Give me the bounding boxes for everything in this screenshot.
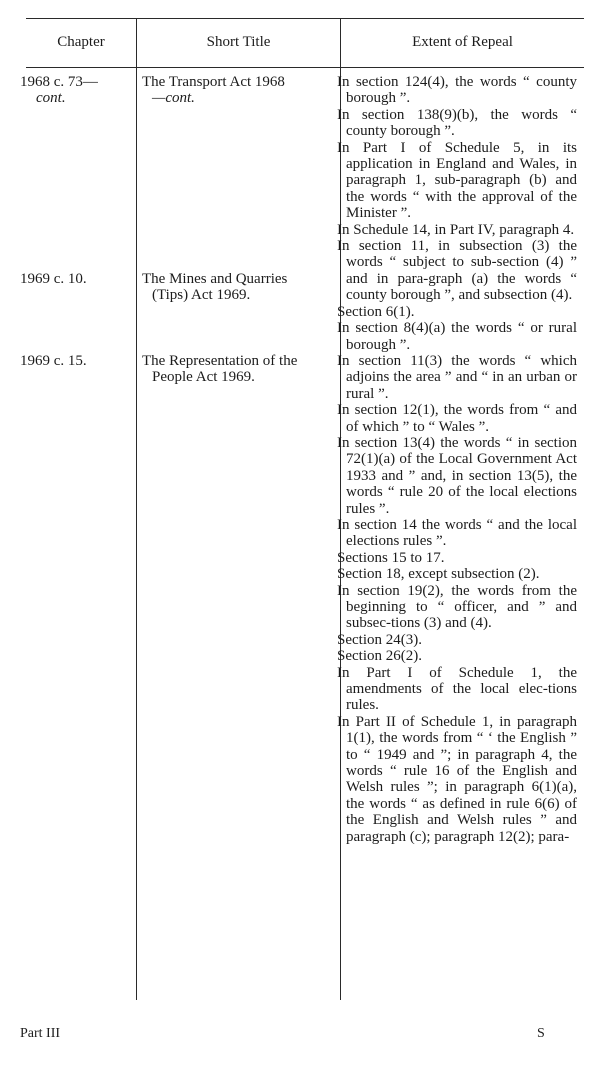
repeal-entry: In section 14 the words “ and the local elections rules ”.	[337, 516, 577, 550]
repeal-entry: In section 138(9)(b), the words “ county borough ”.	[337, 106, 577, 140]
chapter-number: 1969 c. 10.	[20, 271, 87, 287]
repeal-entry: In section 11(3) the words “ which adjoins the area ” and “ in an urban or rural ”.	[337, 352, 577, 402]
part-label: Part III	[20, 1026, 61, 1041]
repeal-entry: Section 18, except subsection (2).	[337, 566, 540, 583]
repeal-entry: In section 124(4), the words “ county borough ”.	[337, 74, 577, 107]
header-chapter: Chapter	[57, 34, 105, 50]
table-top-rule	[26, 18, 584, 19]
repeal-entry: Section 24(3).	[337, 631, 422, 648]
short-title-line-2: People Act 1969.	[152, 369, 255, 386]
repeal-entry: In section 8(4)(a) the words “ or rural borough ”.	[337, 320, 577, 353]
chapter-cell	[20, 74, 128, 107]
short-title-line-2: (Tips) Act 1969.	[152, 287, 251, 304]
repeal-entry: In section 19(2), the words from the beginning to “ officer, and ” and subsec-tions (3) and (4).	[337, 582, 577, 632]
signature-mark: S	[537, 1026, 545, 1041]
chapter-cont: cont.	[36, 90, 66, 107]
header-rule	[26, 67, 584, 68]
short-title: The Transport Act 1968	[142, 74, 285, 90]
repeal-entry: Section 6(1).	[337, 303, 415, 320]
chapter-number: 1968 c. 73—	[20, 74, 98, 90]
repeal-entry: In section 13(4) the words “ in section 72(1)(a) of the Local Government Act 1933 and ” and, in section 13(5), the words “ rule 20 of the local elections rules ”.	[337, 434, 577, 517]
repeal-entry: In Schedule 14, in Part IV, paragraph 4.	[337, 221, 575, 238]
repeal-entry: Sections 15 to 17.	[337, 549, 445, 566]
header-short-title: Short Title	[206, 34, 271, 50]
short-title-cell	[142, 353, 334, 386]
chapter-cell	[20, 271, 128, 287]
chapter-number: 1969 c. 15.	[20, 353, 87, 369]
short-title-cont: —cont.	[152, 90, 195, 107]
repeal-entry: In Part I of Schedule 5, in its application in England and Wales, in paragraph 1, sub-paragraph (b) and the words “ with the approval of the Minister ”.	[337, 139, 577, 222]
extent-of-repeal-column	[337, 74, 577, 845]
short-title: The Mines and Quarries	[142, 271, 288, 287]
header-extent-of-repeal: Extent of Repeal	[412, 34, 513, 50]
repeal-entry: In Part I of Schedule 1, the amendments of the local elec-tions rules.	[337, 664, 577, 714]
short-title-cell	[142, 271, 334, 304]
repeal-entry: Section 26(2).	[337, 648, 422, 665]
short-title-cell	[142, 74, 334, 107]
repeal-entry: In Part II of Schedule 1, in paragraph 1(1), the words from “ ‘ the English ” to “ 1949 and ”; in paragraph 4, the words “ rule 16 of the English and Welsh rules ”; in paragraph 6(1)(a), the words “ as defined in rule 6(6) of the English and Welsh rules ” and paragraph (c); paragraph 12(2); para-	[337, 713, 577, 845]
short-title: The Representation of the	[142, 353, 298, 369]
repeal-entry: In section 12(1), the words from “ and of which ” to “ Wales ”.	[337, 402, 577, 435]
chapter-cell	[20, 353, 128, 369]
column-divider-1	[136, 18, 137, 1000]
repeal-entry: In section 11, in subsection (3) the words “ subject to sub-section (4) ” and in para-graph (a) the words “ county borough ”, and subsection (4).	[337, 238, 577, 304]
